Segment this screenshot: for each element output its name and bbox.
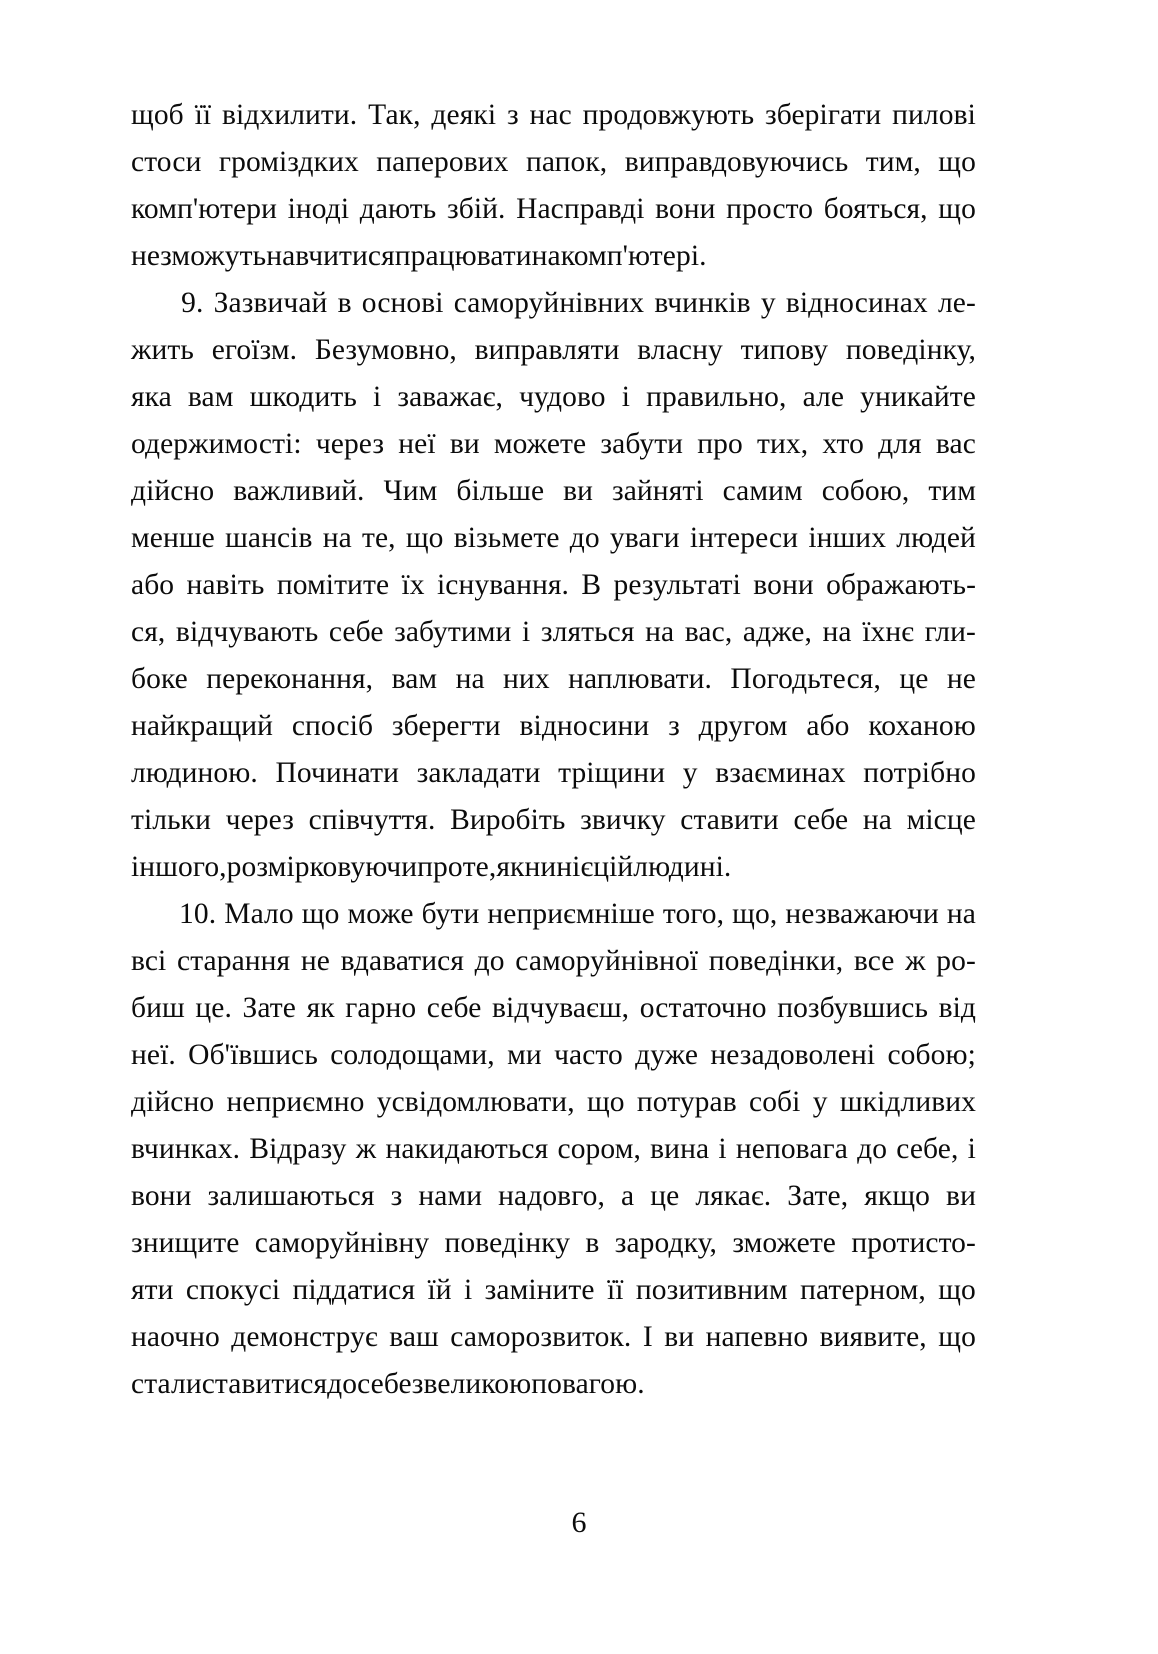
text-word: розмірковуючи bbox=[226, 851, 418, 883]
text-word: і bbox=[967, 1133, 976, 1165]
text-word: дійсно bbox=[131, 1086, 215, 1118]
text-word: співчуття. bbox=[308, 804, 436, 836]
text-word: що, bbox=[732, 898, 778, 930]
text-word: спосіб bbox=[291, 710, 374, 742]
text-word: саморозвиток. bbox=[450, 1321, 632, 1353]
text-word: людей bbox=[896, 522, 976, 554]
text-word: незадоволені bbox=[710, 1039, 876, 1071]
text-word: комп'ютери bbox=[131, 193, 277, 225]
text-line bbox=[131, 1267, 976, 1314]
text-word: типову bbox=[740, 334, 829, 366]
text-word: на bbox=[822, 616, 852, 648]
text-word: повагою. bbox=[531, 1368, 645, 1400]
text-word: комп'ютері. bbox=[560, 240, 707, 272]
text-line bbox=[131, 1032, 976, 1079]
text-word: спокусі bbox=[185, 1274, 281, 1306]
text-word: незважаючи bbox=[785, 898, 939, 930]
text-word: самим bbox=[722, 475, 803, 507]
text-word: що bbox=[938, 1321, 976, 1353]
text-word: ле- bbox=[937, 287, 976, 319]
text-word: помітите bbox=[276, 569, 390, 601]
paragraph-item-10 bbox=[131, 891, 976, 1408]
text-word: них bbox=[503, 663, 550, 695]
text-word: відчувають bbox=[175, 616, 319, 648]
text-word: нами bbox=[418, 1180, 483, 1212]
text-word: позитивним bbox=[635, 1274, 788, 1306]
text-word: правильно, bbox=[646, 381, 787, 413]
text-word: всі bbox=[131, 945, 167, 977]
text-line bbox=[131, 1079, 976, 1126]
text-word: результаті bbox=[613, 569, 741, 601]
text-word: залишаються bbox=[207, 1180, 375, 1212]
text-word: Зате, bbox=[787, 1180, 849, 1212]
text-word: себе, bbox=[896, 1133, 959, 1165]
text-line bbox=[131, 938, 976, 985]
text-word: тріщини bbox=[558, 757, 666, 789]
text-line bbox=[131, 844, 976, 891]
text-line bbox=[131, 1361, 976, 1408]
text-word: гли- bbox=[924, 616, 976, 648]
text-word: на bbox=[645, 616, 675, 648]
text-word: що bbox=[938, 193, 976, 225]
text-word: з bbox=[390, 1180, 403, 1212]
text-word: виявите, bbox=[819, 1321, 927, 1353]
text-line bbox=[131, 703, 976, 750]
text-word: вони bbox=[131, 1180, 192, 1212]
page-number: 6 bbox=[571, 1506, 587, 1539]
text-word: з bbox=[411, 1368, 424, 1400]
text-word: В bbox=[581, 569, 602, 601]
text-word: ро- bbox=[936, 945, 976, 977]
text-word: взаєминах bbox=[715, 757, 846, 789]
text-word: саморуйнівних bbox=[453, 287, 645, 319]
text-word: більше bbox=[456, 475, 545, 507]
text-line bbox=[131, 515, 976, 562]
text-word: ображають- bbox=[826, 569, 976, 601]
text-word: 9. bbox=[181, 287, 204, 319]
paragraph-item-9 bbox=[131, 280, 976, 891]
text-word: егоїзм. bbox=[211, 334, 298, 366]
text-word: поведінки, bbox=[708, 945, 844, 977]
text-word: позбувшись bbox=[777, 992, 928, 1024]
text-word: тим bbox=[928, 475, 976, 507]
text-word: на bbox=[455, 663, 485, 695]
text-word: до bbox=[474, 945, 505, 977]
text-word: остаточно bbox=[639, 992, 767, 1024]
text-word: це. bbox=[195, 992, 232, 1024]
text-word: у bbox=[812, 1086, 828, 1118]
text-word: забутими bbox=[394, 616, 512, 648]
text-word: інтереси bbox=[689, 522, 799, 554]
text-word: про bbox=[697, 428, 743, 460]
text-word: все bbox=[853, 945, 895, 977]
text-word: менше bbox=[131, 522, 215, 554]
text-word: стали bbox=[131, 1368, 202, 1400]
text-word: другом bbox=[698, 710, 788, 742]
text-word: інших bbox=[808, 522, 887, 554]
text-word: нас bbox=[529, 99, 572, 131]
text-word: себе bbox=[793, 804, 849, 836]
text-word: ви bbox=[946, 1180, 976, 1212]
text-word: її bbox=[606, 1274, 624, 1306]
text-word: відхилити. bbox=[222, 99, 358, 131]
text-word: закладати bbox=[416, 757, 541, 789]
text-word: стоси bbox=[131, 146, 202, 178]
text-word: себе bbox=[426, 992, 482, 1024]
text-line bbox=[131, 233, 976, 280]
text-word: протисто- bbox=[851, 1227, 976, 1259]
text-word: що bbox=[301, 898, 340, 930]
text-word: на bbox=[862, 804, 892, 836]
text-word: вчинків bbox=[654, 287, 751, 319]
text-word: що bbox=[938, 146, 976, 178]
text-word: 10. bbox=[179, 898, 217, 930]
text-word: власну bbox=[637, 334, 723, 366]
text-word: саморуйнівної bbox=[515, 945, 699, 977]
text-word: переконання, bbox=[206, 663, 374, 695]
text-word: вас, bbox=[684, 616, 733, 648]
text-word: їй bbox=[427, 1274, 452, 1306]
text-word: тільки bbox=[131, 804, 211, 836]
text-word: це bbox=[899, 663, 929, 695]
text-word: до bbox=[327, 1368, 358, 1400]
text-word: звичку bbox=[580, 804, 666, 836]
text-line bbox=[131, 1173, 976, 1220]
text-word: або bbox=[131, 569, 175, 601]
text-word: поведінку, bbox=[845, 334, 976, 366]
text-word: не bbox=[946, 663, 976, 695]
text-word: через bbox=[225, 804, 294, 836]
text-word: в bbox=[337, 287, 352, 319]
text-word: до bbox=[857, 1133, 888, 1165]
text-word: паперових bbox=[376, 146, 509, 178]
text-word: існування. bbox=[437, 569, 569, 601]
paragraph-continuation bbox=[131, 92, 976, 280]
text-word: забути bbox=[600, 428, 684, 460]
text-word: того, bbox=[662, 898, 725, 930]
text-word: потурав bbox=[636, 1086, 737, 1118]
text-word: тим, bbox=[865, 146, 921, 178]
text-word: на bbox=[531, 240, 561, 272]
text-word: накидаються bbox=[385, 1133, 549, 1165]
text-word: продовжують bbox=[582, 99, 755, 131]
text-word: що bbox=[938, 1274, 976, 1306]
text-word: збій. bbox=[446, 193, 506, 225]
text-word: дають bbox=[359, 193, 437, 225]
text-word: можете bbox=[493, 428, 587, 460]
text-word: її bbox=[194, 99, 212, 131]
text-word: якщо bbox=[864, 1180, 931, 1212]
text-word: вам bbox=[391, 663, 438, 695]
text-line bbox=[131, 421, 976, 468]
text-word: виправляти bbox=[474, 334, 620, 366]
text-word: коханою bbox=[868, 710, 976, 742]
text-word: зможете bbox=[732, 1227, 837, 1259]
text-word: чудово bbox=[519, 381, 606, 413]
text-word: те, bbox=[462, 851, 497, 883]
text-line bbox=[131, 656, 976, 703]
text-word: патерном, bbox=[800, 1274, 926, 1306]
text-word: і bbox=[621, 381, 631, 413]
text-line bbox=[131, 327, 976, 374]
text-line bbox=[131, 985, 976, 1032]
text-word: і bbox=[372, 381, 382, 413]
text-word: яти bbox=[131, 1274, 174, 1306]
text-word: саморуйнівну bbox=[254, 1227, 430, 1259]
text-line bbox=[131, 1126, 976, 1173]
text-word: візьмете bbox=[453, 522, 560, 554]
text-word: вина bbox=[650, 1133, 710, 1165]
text-word: їхнє bbox=[862, 616, 915, 648]
text-line bbox=[131, 468, 976, 515]
text-word: боке bbox=[131, 663, 188, 695]
page-body-text bbox=[131, 92, 976, 1408]
text-word: биш bbox=[131, 992, 185, 1024]
text-word: те, bbox=[361, 522, 396, 554]
text-word: уваги bbox=[609, 522, 680, 554]
text-line bbox=[131, 139, 976, 186]
text-word: іноді bbox=[287, 193, 350, 225]
text-word: ви bbox=[563, 475, 594, 507]
text-word: з bbox=[506, 99, 519, 131]
text-word: важливий. bbox=[233, 475, 365, 507]
text-line bbox=[131, 374, 976, 421]
text-word: наочно bbox=[131, 1321, 220, 1353]
text-line bbox=[131, 280, 976, 327]
text-word: відносини bbox=[519, 710, 650, 742]
text-word: людиною. bbox=[131, 757, 258, 789]
text-word: себе bbox=[328, 616, 384, 648]
text-word: надовго, bbox=[498, 1180, 605, 1212]
text-word: Виробіть bbox=[450, 804, 566, 836]
text-word: часто bbox=[554, 1039, 623, 1071]
text-word: демонструє bbox=[231, 1321, 378, 1353]
text-word: солодощами, bbox=[330, 1039, 495, 1071]
text-word: заважає, bbox=[397, 381, 504, 413]
text-word: яка bbox=[131, 381, 172, 413]
text-word: дуже bbox=[635, 1039, 699, 1071]
text-line bbox=[131, 891, 976, 938]
text-word: ся, bbox=[131, 616, 166, 648]
text-word: Об'ївшись bbox=[188, 1039, 318, 1071]
text-word: є bbox=[580, 851, 594, 883]
text-word: іншого, bbox=[131, 851, 227, 883]
text-word: шкодить bbox=[249, 381, 357, 413]
text-word: або bbox=[806, 710, 850, 742]
text-word: деякі bbox=[431, 99, 497, 131]
text-word: неприємніше bbox=[487, 898, 655, 930]
text-word: вони bbox=[655, 193, 716, 225]
text-word: Безумовно, bbox=[314, 334, 457, 366]
text-word: великою bbox=[423, 1368, 532, 1400]
text-word: вас bbox=[935, 428, 976, 460]
text-word: але bbox=[802, 381, 845, 413]
text-word: старання bbox=[177, 945, 291, 977]
text-line bbox=[131, 1314, 976, 1361]
text-word: нині bbox=[524, 851, 581, 883]
text-word: що bbox=[405, 522, 444, 554]
text-word: знищите bbox=[131, 1227, 240, 1259]
text-word: в bbox=[585, 1227, 600, 1259]
text-word: відчуваєш, bbox=[492, 992, 630, 1024]
text-word: адже, bbox=[742, 616, 812, 648]
text-word: собою, bbox=[821, 475, 910, 507]
text-line bbox=[131, 1220, 976, 1267]
text-word: Зате bbox=[242, 992, 296, 1024]
text-line bbox=[131, 750, 976, 797]
text-word: а bbox=[621, 1180, 635, 1212]
text-word: вам bbox=[187, 381, 234, 413]
text-word: громіздких bbox=[218, 146, 359, 178]
text-line bbox=[131, 562, 976, 609]
text-word: цій bbox=[593, 851, 634, 883]
text-word: до bbox=[569, 522, 600, 554]
text-word: з bbox=[668, 710, 680, 742]
text-word: на bbox=[946, 898, 976, 930]
text-word: Мало bbox=[224, 898, 294, 930]
text-word: що bbox=[586, 1086, 625, 1118]
text-word: себе bbox=[357, 1368, 412, 1400]
text-word: поведінку bbox=[444, 1227, 571, 1259]
text-word: уникайте bbox=[860, 381, 976, 413]
text-word: навчитися bbox=[266, 240, 395, 272]
text-word: відносинах bbox=[785, 287, 928, 319]
text-word: шкідливих bbox=[839, 1086, 976, 1118]
text-word: просто bbox=[726, 193, 814, 225]
text-word: зайняті bbox=[611, 475, 704, 507]
text-word: зляться bbox=[540, 616, 635, 648]
text-word: дійсно bbox=[131, 475, 215, 507]
text-word: ви bbox=[449, 428, 480, 460]
text-word: не bbox=[300, 945, 330, 977]
text-word: тих, bbox=[756, 428, 809, 460]
text-word: сором, bbox=[557, 1133, 641, 1165]
text-word: зародку, bbox=[614, 1227, 718, 1259]
text-word: і bbox=[522, 616, 531, 648]
text-word: зможуть bbox=[160, 240, 267, 272]
text-word: ж bbox=[355, 1133, 377, 1165]
text-word: наплювати. bbox=[568, 663, 713, 695]
text-word: на bbox=[322, 522, 352, 554]
text-word: бояться, bbox=[823, 193, 928, 225]
text-word: ви bbox=[664, 1321, 695, 1353]
text-word: ваш bbox=[389, 1321, 439, 1353]
text-word: як bbox=[306, 992, 335, 1024]
text-word: Відразу bbox=[249, 1133, 347, 1165]
text-word: Насправді bbox=[516, 193, 645, 225]
text-word: і bbox=[718, 1133, 727, 1165]
text-word: папок, bbox=[525, 146, 608, 178]
text-word: місце bbox=[906, 804, 976, 836]
text-word: зберегти bbox=[391, 710, 501, 742]
text-word: неповага bbox=[735, 1133, 848, 1165]
text-word: вони bbox=[753, 569, 814, 601]
text-line bbox=[131, 609, 976, 656]
text-word: неприємно bbox=[226, 1086, 365, 1118]
text-word: І bbox=[642, 1321, 653, 1353]
text-word: ставити bbox=[680, 804, 779, 836]
text-word: собі bbox=[749, 1086, 801, 1118]
text-word: бути bbox=[421, 898, 480, 930]
text-word: навіть bbox=[186, 569, 265, 601]
text-word: одержимості: bbox=[131, 428, 302, 460]
text-word: найкращий bbox=[131, 710, 274, 742]
text-word: Погодьтеся, bbox=[730, 663, 881, 695]
text-word: неї bbox=[398, 428, 436, 460]
text-word: хто bbox=[822, 428, 864, 460]
text-word: і bbox=[464, 1274, 473, 1306]
text-word: заміните bbox=[484, 1274, 595, 1306]
text-word: основі bbox=[361, 287, 444, 319]
text-word: ставитися bbox=[201, 1368, 328, 1400]
text-word: через bbox=[315, 428, 385, 460]
text-word: як bbox=[496, 851, 525, 883]
text-word: гарно bbox=[345, 992, 417, 1024]
text-word: пилові bbox=[892, 99, 976, 131]
text-word: працювати bbox=[394, 240, 532, 272]
text-word: виправдовуючись bbox=[624, 146, 849, 178]
text-word: про bbox=[417, 851, 463, 883]
text-word: може bbox=[347, 898, 414, 930]
text-word: людині. bbox=[633, 851, 732, 883]
text-word: піддатися bbox=[292, 1274, 416, 1306]
text-word: Так, bbox=[368, 99, 421, 131]
text-word: неї. bbox=[131, 1039, 176, 1071]
text-word: вдаватися bbox=[340, 945, 465, 977]
text-word: вчинках. bbox=[131, 1133, 241, 1165]
text-word: для bbox=[878, 428, 922, 460]
text-word: зберігати bbox=[765, 99, 882, 131]
text-word: потрібно bbox=[863, 757, 976, 789]
text-word: у bbox=[760, 287, 776, 319]
text-word: їх bbox=[401, 569, 425, 601]
text-word: лякає. bbox=[695, 1180, 772, 1212]
text-word: напевно bbox=[705, 1321, 809, 1353]
text-word: не bbox=[131, 240, 161, 272]
text-word: усвідомлювати, bbox=[376, 1086, 575, 1118]
text-word: Починати bbox=[275, 757, 399, 789]
text-line bbox=[131, 186, 976, 233]
text-word: Зазвичай bbox=[213, 287, 328, 319]
text-word: ж bbox=[905, 945, 926, 977]
text-word: жить bbox=[131, 334, 194, 366]
text-line bbox=[131, 797, 976, 844]
text-word: у bbox=[682, 757, 698, 789]
text-word: від bbox=[938, 992, 976, 1024]
text-word: шансів bbox=[225, 522, 313, 554]
text-word: це bbox=[650, 1180, 680, 1212]
text-word: Чим bbox=[383, 475, 438, 507]
text-word: собою; bbox=[887, 1039, 976, 1071]
text-word: ми bbox=[507, 1039, 542, 1071]
text-word: щоб bbox=[131, 99, 184, 131]
text-line bbox=[131, 92, 976, 139]
